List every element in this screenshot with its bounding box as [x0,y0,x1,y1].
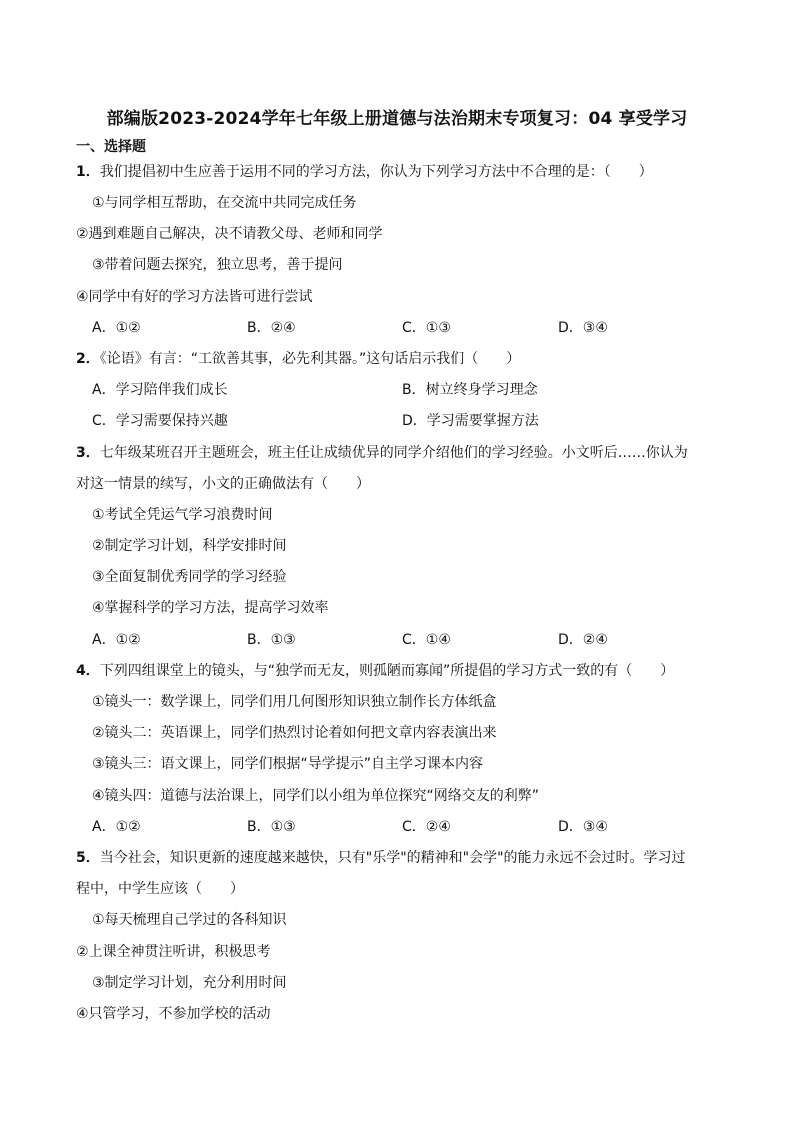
question-4-item-4: ④镜头四：道德与法治课上，同学们以小组为单位探究“网络交友的利弊” [92,788,540,804]
question-1-options [92,318,712,338]
option-a: A．①② [92,320,141,336]
question-text: 《论语》有言：“工欲善其事，必先利其器。”这句话启示我们（ ） [99,351,521,367]
option-b: B．树立终身学习理念 [402,382,538,398]
question-number: 5． [76,850,100,866]
question-text: 我们提倡初中生应善于运用不同的学习方法，你认为下列学习方法中不合理的是：（ ） [99,164,653,180]
question-4-item-3: ③镜头三：语文课上，同学们根据“导学提示”自主学习课本内容 [92,756,484,772]
question-number: 1． [76,164,100,180]
option-b: B．①③ [247,819,296,835]
question-5-item-3: ③制定学习计划，充分利用时间 [92,975,287,991]
section-heading: 一、选择题 [76,139,146,155]
option-c: C．②④ [402,819,451,835]
option-a: A．①② [92,819,141,835]
question-1-stem [76,162,653,182]
question-3-item-2: ②制定学习计划，科学安排时间 [92,538,287,554]
question-5-item-1: ①每天梳理自己学过的各科知识 [92,912,287,928]
question-4-item-1: ①镜头一：数学课上，同学们用几何图形知识独立制作长方体纸盒 [92,694,497,710]
question-3-item-1: ①考试全凭运气学习浪费时间 [92,507,273,523]
question-1-item-1: ①与同学相互帮助，在交流中共同完成任务 [92,195,357,211]
option-d: D．③④ [558,320,608,336]
question-3-options [92,630,712,650]
question-text: 当今社会，知识更新的速度越来越快，只有"乐学"的精神和"会学"的能力永远不会过时。学习过 [99,850,686,866]
question-1-item-3: ③带着问题去探究，独立思考，善于提问 [92,257,343,273]
question-text: 下列四组课堂上的镜头，与“独学而无友，则孤陋而寡闻”所提倡的学习方式一致的有（ ） [99,663,675,679]
question-number: 2． [76,351,100,367]
question-3-stem-continued: 对这一情景的续写，小文的正确做法有（ ） [76,476,370,492]
question-5-item-2: ②上课全神贯注听讲，积极思考 [76,944,271,960]
question-1-item-4: ④同学中有好的学习方法皆可进行尝试 [76,289,313,305]
option-d: D．学习需要掌握方法 [402,413,539,429]
question-4-options [92,817,712,837]
question-2-options-row-2 [92,411,712,431]
question-3-item-3: ③全面复制优秀同学的学习经验 [92,569,287,585]
option-c: C．学习需要保持兴趣 [92,413,228,429]
question-4-stem [76,661,674,681]
question-1-item-2: ②遇到难题自己解决，决不请教父母、老师和同学 [76,226,383,242]
option-a: A．学习陪伴我们成长 [92,382,228,398]
question-5-stem [76,848,686,868]
document-title: 部编版2023-2024学年七年级上册道德与法治期末专项复习：04 享受学习 [106,109,688,129]
question-number: 3． [76,445,100,461]
option-d: D．③④ [558,819,608,835]
option-c: C．①④ [402,632,451,648]
option-d: D．②④ [558,632,608,648]
option-b: B．①③ [247,632,296,648]
question-5-item-4: ④只管学习，不参加学校的活动 [76,1006,271,1022]
question-number: 4． [76,663,100,679]
question-5-stem-continued: 程中，中学生应该（ ） [76,881,244,897]
question-2-stem [76,349,520,369]
question-2-options-row-1 [92,380,712,400]
option-c: C．①③ [402,320,451,336]
question-3-item-4: ④掌握科学的学习方法，提高学习效率 [92,600,329,616]
option-a: A．①② [92,632,141,648]
question-text: 七年级某班召开主题班会，班主任让成绩优异的同学介绍他们的学习经验。小文听后……你认为 [99,445,688,461]
question-4-item-2: ②镜头二：英语课上，同学们热烈讨论着如何把文章内容表演出来 [92,725,497,741]
option-b: B．②④ [247,320,296,336]
question-3-stem [76,443,688,463]
